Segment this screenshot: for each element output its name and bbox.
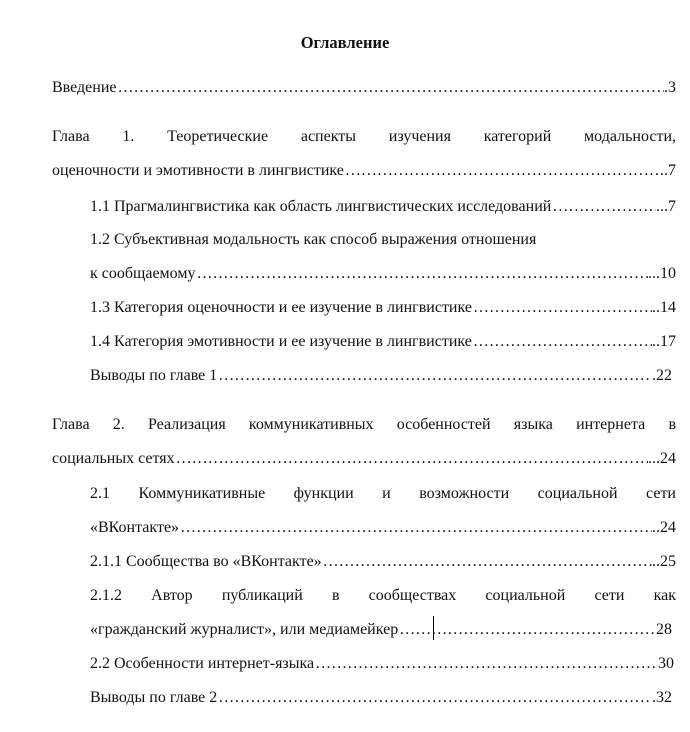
toc-entry-ch2-summary[interactable] [90, 687, 672, 709]
dot-leader [180, 517, 652, 539]
toc-entry-label: 2.1.1 Сообщества во «ВКонтакте» [90, 551, 323, 573]
dot-leader [176, 448, 648, 470]
toc-entry-page: ...24 [648, 448, 676, 470]
toc-title: Оглавление [300, 33, 390, 52]
dot-leader [399, 619, 656, 641]
toc-entry-2-1-line1[interactable]: 2.1 Коммуникативные функции и возможности социальной сети [90, 485, 676, 502]
toc-entry-2-1-2-line2[interactable] [90, 619, 672, 641]
toc-entry-ch1-summary[interactable] [90, 365, 672, 387]
toc-entry-label: 1.3 Категория оценочности и ее изучение в лингвистике [90, 297, 473, 319]
toc-entry-2-2[interactable] [90, 653, 674, 675]
toc-entry-label: 1.4 Категория эмотивности и ее изучение в лингвистике [90, 331, 473, 353]
dot-leader [315, 653, 658, 675]
toc-chapter-2-line1[interactable]: Глава 2. Реализация коммуникативных особенностей языка интернета в [52, 416, 676, 433]
toc-entry-page: ..7 [660, 160, 676, 182]
dot-leader [218, 365, 652, 387]
toc-entry-page: ..14 [652, 297, 676, 319]
toc-entry-page: .22 [652, 365, 672, 387]
toc-chapter-2-line2[interactable] [52, 448, 676, 470]
toc-entry-label: оценочности и эмотивности в лингвистике [52, 160, 345, 182]
dot-leader [323, 551, 652, 573]
toc-entry-intro[interactable] [52, 77, 676, 99]
dot-leader [473, 331, 652, 353]
dot-leader [345, 160, 660, 182]
dot-leader [473, 297, 652, 319]
toc-entry-label: «гражданский журналист», или медиамейкер [90, 619, 399, 641]
toc-entry-label: социальных сетях [52, 448, 176, 470]
toc-entry-page: ...7 [656, 196, 676, 218]
toc-entry-label: 2.2 Особенности интернет-языка [90, 653, 315, 675]
dot-leader [196, 263, 648, 285]
toc-entry-1-1[interactable] [90, 196, 676, 218]
toc-entry-label: Выводы по главе 2 [90, 687, 218, 709]
toc-entry-1-2-line2[interactable] [90, 263, 676, 285]
toc-entry-1-4[interactable] [90, 331, 676, 353]
toc-entry-1-3[interactable] [90, 297, 676, 319]
toc-entry-label: к сообщаемому [90, 263, 196, 285]
toc-chapter-1-line2[interactable] [52, 160, 676, 182]
toc-entry-page: 30 [658, 653, 674, 675]
toc-entry-page: ..25 [652, 551, 676, 573]
toc-entry-label: 1.1 Прагмалингвистика как область лингвистических исследований [90, 196, 552, 218]
toc-entry-page: ..17 [652, 331, 676, 353]
text-cursor [433, 616, 434, 640]
toc-entry-page: ..24 [652, 517, 676, 539]
toc-entry-page: 28 [656, 619, 672, 641]
dot-leader [552, 196, 656, 218]
toc-entry-2-1-1[interactable] [90, 551, 676, 573]
toc-entry-label: Выводы по главе 1 [90, 365, 218, 387]
dot-leader [118, 77, 665, 99]
toc-entry-2-1-2-line1[interactable]: 2.1.2 Автор публикаций в сообществах социальной сети как [90, 587, 676, 604]
toc-entry-2-1-line2[interactable] [90, 517, 676, 539]
toc-entry-page: .32 [652, 687, 672, 709]
toc-entry-page: .3 [664, 77, 676, 99]
toc-entry-1-2-line1[interactable]: 1.2 Субъективная модальность как способ выражения отношения [90, 231, 537, 248]
toc-entry-label: «ВКонтакте» [90, 517, 180, 539]
toc-chapter-1-line1[interactable]: Глава 1. Теоретические аспекты изучения категорий модальности, [52, 128, 676, 145]
dot-leader [218, 687, 652, 709]
toc-entry-label: Введение [52, 77, 118, 99]
toc-entry-page: ...10 [648, 263, 676, 285]
